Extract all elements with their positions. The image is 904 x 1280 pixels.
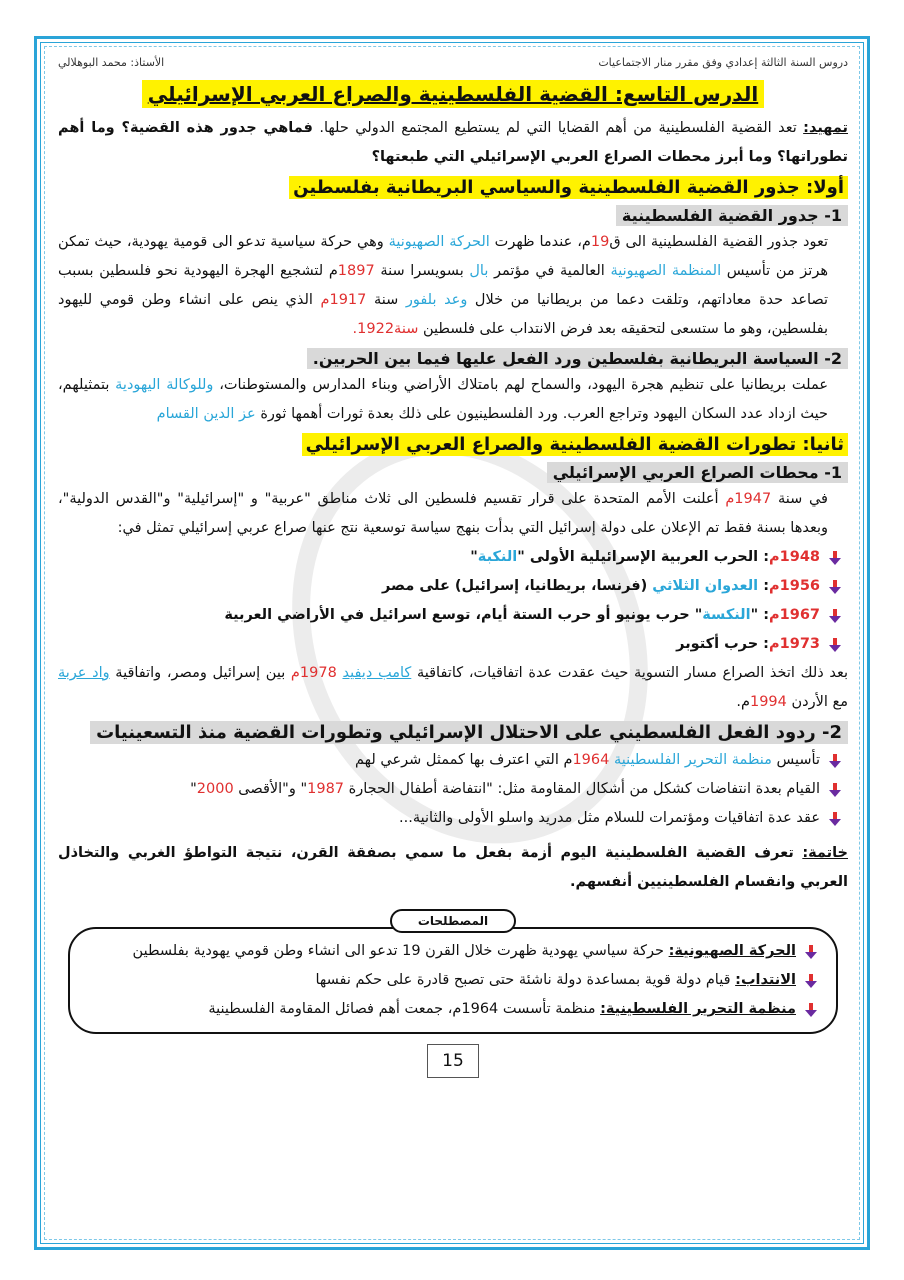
reactions-list (58, 746, 848, 833)
text-run: الذي ينص على انشاء وطن قومي لليهود بفلسطين، وهو ما ستسعى لتحقيقه بعد فرض الانتداب على فلسطين (58, 292, 828, 337)
arrow-bullet-icon (804, 974, 818, 988)
intro-paragraph (58, 114, 848, 172)
document-page (58, 56, 848, 1078)
section1-sub2-title: 2- السياسة البريطانية بفلسطين ورد الفعل عليها فيما بين الحربين. (307, 348, 848, 369)
text-run: وهي حركة سياسية تدعو الى قومية يهودية، حيث تمكن هرتز من تأسيس (58, 234, 828, 279)
year-1947: 1947م (725, 491, 772, 507)
year-1897: 1897 (337, 263, 375, 279)
war-year: 1956م (769, 578, 820, 594)
text-run: م. (736, 694, 750, 710)
arrow-bullet-icon (828, 754, 842, 768)
war-text: : (758, 578, 769, 594)
text-run: العالمية في مؤتمر (488, 263, 611, 279)
term-wadi-araba: واد عربة (58, 665, 110, 681)
terms-list (82, 937, 824, 1024)
page-number-wrap (58, 1044, 848, 1078)
term-qassam: عز الدين القسام (156, 406, 256, 422)
list-item (82, 937, 818, 966)
lesson-title (58, 82, 848, 106)
page-number: 15 (427, 1044, 479, 1078)
list-item (82, 995, 818, 1024)
list-item (58, 543, 842, 572)
text-run: أعلنت الأمم المتحدة على قرار تقسيم فلسطين الى ثلاث مناطق "عربية" و "إسرائيلية" و"القدس الدولية"، وبعدها بسنة فقط تم الإعلان على دولة إسرائيل التي بدأت بنهج سياسة توسعية نتج عنها صراع عربي إسرائيلي تمثل في: (58, 491, 828, 536)
war-tail: " (470, 549, 478, 565)
course-label: دروس السنة الثالثة إعدادي وفق مقرر منار الاجتماعيات (598, 56, 848, 69)
text-run: تأسيس (771, 752, 820, 768)
term-name: الحركة الصهيونية: (668, 943, 796, 959)
text-run: م، عندما ظهرت (489, 234, 591, 250)
list-item (58, 630, 842, 659)
conclusion-label: خاتمة: (802, 845, 848, 861)
term-name: الانتداب: (735, 972, 796, 988)
arrow-bullet-icon (828, 638, 842, 652)
term-basel: بال (469, 263, 489, 279)
text-run: مع الأردن (786, 694, 848, 710)
arrow-bullet-icon (828, 812, 842, 826)
war-year: 1948م (769, 549, 820, 565)
text-run: سنة (366, 292, 406, 308)
intro-question: فماهي جدور هذه القضية؟ وما أهم تطوراتها؟ وما أبرز محطات الصراع العربي الإسرائيلي التي طبعتها؟ (58, 120, 848, 165)
intro-label: تمهيد: (803, 120, 848, 136)
war-year: 1973م (769, 636, 820, 652)
war-text: : " (750, 607, 769, 623)
list-item (58, 601, 842, 630)
term-definition: منظمة تأسست 1964م، جمعت أهم فصائل المقاومة الفلسطينية (208, 1001, 601, 1017)
war-year: 1967م (769, 607, 820, 623)
term-zionist-org: المنظمة الصهيونية (610, 263, 722, 279)
year-2000: 2000 (196, 781, 234, 797)
list-item (58, 746, 842, 775)
section2-sub2-title: 2- ردود الفعل الفلسطيني على الاحتلال الإسرائيلي وتطورات القضية منذ التسعينيات (90, 721, 848, 744)
teacher-label: الأستاذ: محمد البوهلالي (58, 56, 165, 69)
year-1994: 1994 (749, 694, 787, 710)
text-run: بعد ذلك اتخذ الصراع مسار التسوية حيث عقدت عدة اتفاقيات، كاتفاقية (411, 665, 849, 681)
section2-title: ثانيا: تطورات القضية الفلسطينية والصراع العربي الإسرائيلي (302, 433, 848, 456)
war-highlight: النكسة (702, 607, 751, 623)
text-run: تعود جذور القضية الفلسطينية الى ق (609, 234, 828, 250)
arrow-bullet-icon (828, 609, 842, 623)
terms-box (68, 927, 838, 1034)
term-balfour: وعد بلفور (405, 292, 468, 308)
list-item (58, 775, 842, 804)
text-run: في سنة (771, 491, 828, 507)
list-item (58, 572, 842, 601)
war-tail: " حرب يونيو أو حرب الستة أيام، توسع اسرائيل في الأراضي العربية (224, 607, 703, 623)
wars-list (58, 543, 848, 659)
century-19: 19 (590, 234, 610, 250)
text-run: القيام بعدة انتفاضات كشكل من أشكال المقاومة مثل: "انتفاضة أطفال الحجارة (344, 781, 820, 797)
section1-sub1-title: 1- جدور القضية الفلسطينية (616, 205, 848, 226)
intro-text: تعد القضية الفلسطينية من أهم القضايا التي لم يستطيع المجتمع الدولي حلها. (312, 120, 804, 136)
text-run: عقد عدة اتفاقيات ومؤتمرات للسلام مثل مدريد واسلو الأولى والثانية... (399, 810, 820, 826)
year-1922: سنة1922. (352, 321, 419, 337)
british-policy-paragraph (58, 371, 848, 429)
section1 (58, 172, 848, 429)
terms-label: المصطلحات (390, 909, 516, 933)
war-text: : الحرب العربية الإسرائيلية الأولى " (517, 549, 769, 565)
text-run: م لتشجيع الهجرة اليهودية نحو فلسطين بسبب تصاعد حدة معاداتهم، وتلقت دعما من بريطانيا من خلال (58, 263, 829, 308)
text-run: بتمثيلهم، حيث ازداد عدد السكان اليهود وتراجع العرب. ورد الفلسطينيون على ذلك بعدة ثورات أهمها ثورة (58, 377, 828, 422)
war-highlight: النكبة (477, 549, 518, 565)
text-run: عملت بريطانيا على تنظيم هجرة اليهود، والسماح لهم بامتلاك الأراضي وبناء المدارس والمستوطنات، (213, 377, 828, 393)
term-definition: حركة سياسي يهودية ظهرت خلال القرن 19 تدعو الى انشاء وطن قومي يهودية بفلسطين (132, 943, 669, 959)
section2 (58, 429, 848, 833)
list-item (82, 966, 818, 995)
year-1917: 1917م (320, 292, 367, 308)
text-run: بسويسرا سنة (374, 263, 470, 279)
roots-paragraph (58, 228, 848, 344)
term-camp-david: كامب ديفيد (342, 665, 412, 681)
term-name: منظمة التحرير الفلسطينية: (600, 1001, 796, 1017)
lesson-title-text: الدرس التاسع: القضية الفلسطينية والصراع العربي الإسرائيلي (142, 80, 764, 108)
arrow-bullet-icon (828, 783, 842, 797)
conclusion-paragraph (58, 839, 848, 897)
text-run: " و"الأقصى (233, 781, 308, 797)
arrow-bullet-icon (828, 580, 842, 594)
term-plo: منظمة التحرير الفلسطينية (613, 752, 772, 768)
text-run: " (190, 781, 197, 797)
settlement-paragraph (58, 659, 848, 717)
war-tail: (فرنسا، بريطانيا، إسرائيل) على مصر (382, 578, 653, 594)
war-highlight: العدوان الثلاثي (652, 578, 759, 594)
year-1964: 1964 (572, 752, 610, 768)
term-definition: قيام دولة قوية بمساعدة دولة ناشئة حتى تصبح قادرة على حكم نفسها (315, 972, 736, 988)
text-run: م التي اعترف بها كممثل شرعي لهم (355, 752, 573, 768)
section1-title: أولا: جذور القضية الفلسطينية والسياسي البريطانية بفلسطين (289, 176, 848, 199)
arrow-bullet-icon (828, 551, 842, 565)
arrow-bullet-icon (804, 945, 818, 959)
arrow-bullet-icon (804, 1003, 818, 1017)
conflict-paragraph (58, 485, 848, 543)
year-1987: 1987 (307, 781, 345, 797)
text-run: بين إسرائيل ومصر، واتفاقية (109, 665, 291, 681)
war-text: : حرب أكتوبر (676, 636, 769, 652)
list-item (58, 804, 842, 833)
year-1978: 1978م (290, 665, 337, 681)
term-jewish-agency: وللوكالة اليهودية (115, 377, 214, 393)
running-header (58, 56, 848, 76)
term-zionism: الحركة الصهيونية (388, 234, 490, 250)
conclusion-text: تعرف القضية الفلسطينية اليوم أزمة بفعل ما سمي بصفقة القرن، نتيجة التواطؤ الغربي والتخاذل العربي وانقسام الفلسطينيين أنفسهم. (58, 845, 848, 890)
section2-sub1-title: 1- محطات الصراع العربي الإسرائيلي (547, 462, 848, 483)
